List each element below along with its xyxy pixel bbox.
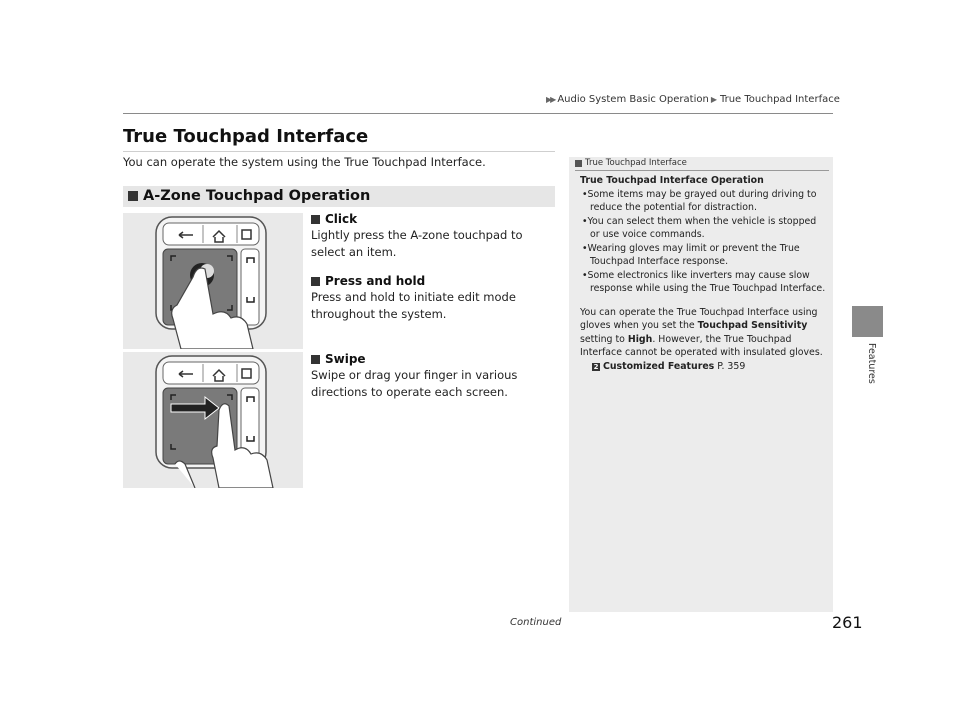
note-subheading: True Touchpad Interface Operation (580, 175, 764, 186)
press-hold-description: Press and hold to initiate edit mode throughout the system. (311, 290, 516, 321)
note-bullet: •Wearing gloves may limit or prevent the True Touchpad Interface response. (582, 242, 800, 267)
bullet-square-icon (311, 355, 320, 364)
swipe-heading: Swipe (311, 352, 366, 366)
side-note-heading: True Touchpad Interface (575, 158, 687, 168)
breadcrumb-item-touchpad[interactable]: True Touchpad Interface (719, 94, 840, 105)
touchpad-swipe-illustration (123, 352, 303, 488)
cross-reference-label: Customized Features (603, 360, 715, 372)
press-hold-heading: Press and hold (311, 274, 425, 288)
note-marker-icon (575, 160, 582, 167)
section-square-icon (128, 191, 138, 201)
page-number: 261 (832, 613, 863, 632)
title-divider (123, 151, 555, 152)
side-note-body (580, 174, 828, 373)
page-title: True Touchpad Interface (123, 126, 369, 147)
section-title-text: A-Zone Touchpad Operation (143, 188, 371, 204)
note-bullet: •You can select them when the vehicle is stopped or use voice commands. (582, 215, 817, 240)
bullet-square-icon (311, 277, 320, 286)
click-heading: Click (311, 212, 357, 226)
section-tab-marker (852, 306, 883, 337)
intro-text: You can operate the system using the True Touchpad Interface. (123, 155, 486, 169)
section-title (128, 188, 370, 204)
note-paragraph: You can operate the True Touchpad Interface using gloves when you set the Touchpad Sensitivity setting to High. However, the True Touchpad Interface cannot be operated with insulated gloves. (580, 306, 823, 358)
breadcrumb-separator-icon: ▶ (710, 95, 717, 104)
swipe-description: Swipe or drag your finger in various directions to operate each screen. (311, 368, 518, 399)
breadcrumb (546, 94, 840, 105)
continued-label: Continued (510, 617, 562, 628)
breadcrumb-arrow-icon: ▶▶ (546, 95, 555, 104)
note-bullet: •Some electronics like inverters may cause slow response while using the True Touchpad Interface. (582, 269, 826, 294)
side-note-divider (575, 170, 829, 171)
cross-reference-page: P. 359 (717, 360, 746, 372)
section-tab-label[interactable]: Features (866, 343, 877, 384)
bullet-square-icon (311, 215, 320, 224)
note-bullet: •Some items may be grayed out during driving to reduce the potential for distraction. (582, 188, 817, 213)
click-description: Lightly press the A-zone touchpad to select an item. (311, 228, 523, 259)
cross-reference-link[interactable] (580, 360, 828, 374)
header-divider (123, 113, 833, 114)
cross-reference-icon: 2 (593, 362, 599, 371)
touchpad-click-illustration (123, 213, 303, 349)
breadcrumb-item-audio[interactable]: Audio System Basic Operation (557, 94, 709, 105)
